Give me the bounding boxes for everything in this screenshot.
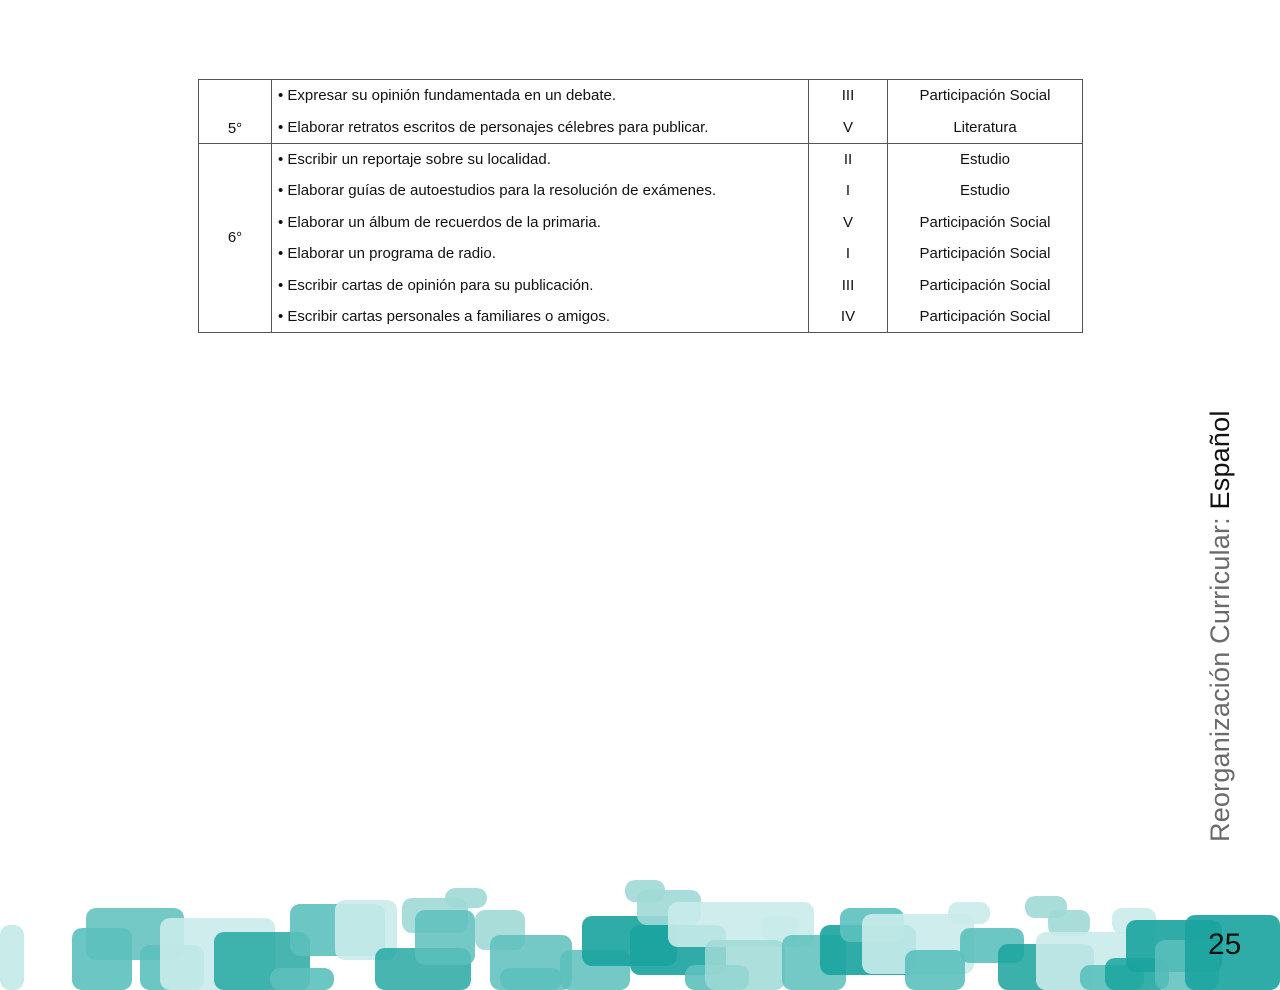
table-row	[199, 269, 1083, 300]
table-row	[199, 238, 1083, 269]
table-row	[199, 80, 1083, 112]
grade-cell: 5°	[199, 80, 272, 144]
decorative-footer-pattern	[0, 870, 1280, 990]
field-cell: Participación Social	[888, 238, 1083, 269]
block-cell: IV	[809, 301, 888, 333]
sidebar-title-bold: Español	[1205, 410, 1235, 510]
decor-rounded-rect	[500, 968, 562, 990]
table-row	[199, 301, 1083, 333]
block-cell: I	[809, 175, 888, 206]
field-cell: Participación Social	[888, 269, 1083, 300]
block-cell: I	[809, 238, 888, 269]
decor-rounded-rect	[270, 968, 334, 990]
activity-cell: • Escribir cartas personales a familiares o amigos.	[272, 301, 809, 333]
activity-cell: • Elaborar un álbum de recuerdos de la primaria.	[272, 207, 809, 238]
decor-rounded-rect	[445, 888, 487, 908]
decor-rounded-rect	[0, 925, 24, 990]
table-row	[199, 111, 1083, 143]
block-cell: III	[809, 80, 888, 112]
field-cell: Estudio	[888, 175, 1083, 206]
activity-cell: • Elaborar guías de autoestudios para la resolución de exámenes.	[272, 175, 809, 206]
table-row	[199, 207, 1083, 238]
block-cell: III	[809, 269, 888, 300]
block-cell: II	[809, 143, 888, 175]
field-cell: Estudio	[888, 143, 1083, 175]
field-cell: Participación Social	[888, 207, 1083, 238]
block-cell: V	[809, 111, 888, 143]
table-row	[199, 143, 1083, 175]
sidebar-title	[1205, 410, 1236, 842]
activity-cell: • Escribir cartas de opinión para su publicación.	[272, 269, 809, 300]
page-number: 25	[1208, 928, 1242, 961]
block-cell: V	[809, 207, 888, 238]
sidebar-title-light: Reorganización Curricular:	[1205, 509, 1235, 842]
field-cell: Literatura	[888, 111, 1083, 143]
activity-cell: • Escribir un reportaje sobre su localidad.	[272, 143, 809, 175]
decor-rounded-rect	[905, 950, 965, 990]
table-row	[199, 175, 1083, 206]
activity-cell: • Expresar su opinión fundamentada en un debate.	[272, 80, 809, 112]
field-cell: Participación Social	[888, 80, 1083, 112]
decor-rounded-rect	[415, 910, 475, 965]
curriculum-table	[198, 79, 1083, 333]
decor-rounded-rect	[948, 902, 990, 924]
decor-rounded-rect	[705, 940, 785, 990]
grade-cell: 6°	[199, 143, 272, 332]
field-cell: Participación Social	[888, 301, 1083, 333]
activity-cell: • Elaborar retratos escritos de personajes célebres para publicar.	[272, 111, 809, 143]
activity-cell: • Elaborar un programa de radio.	[272, 238, 809, 269]
